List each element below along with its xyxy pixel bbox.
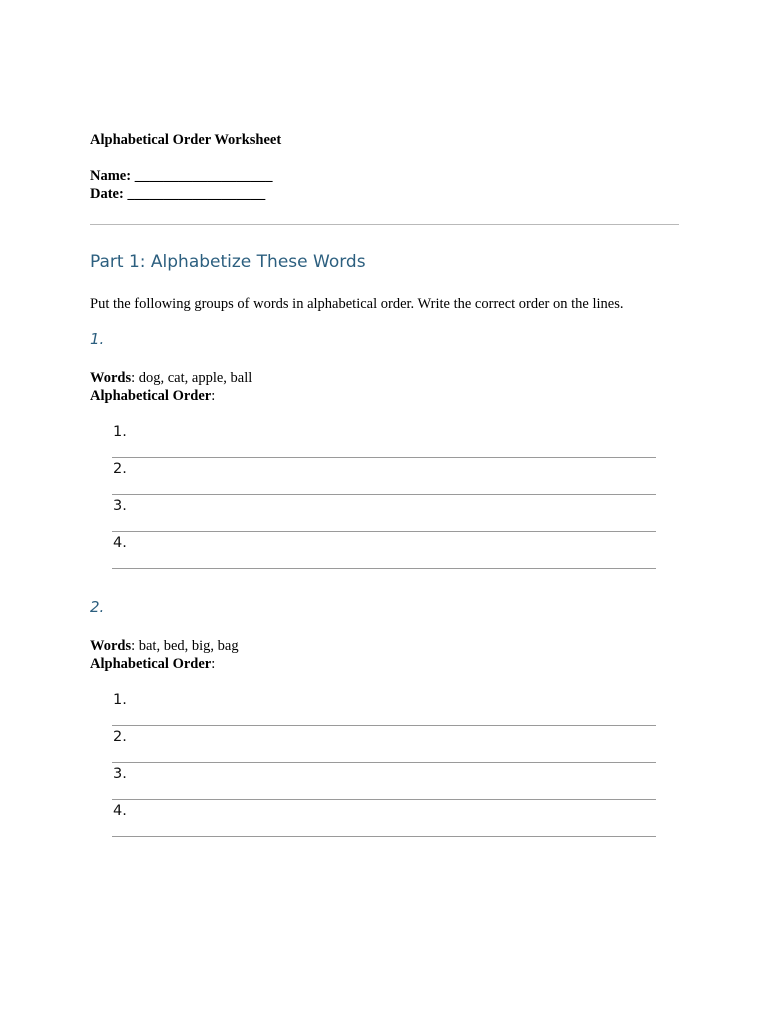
answer-number: 3.	[113, 766, 127, 782]
answer-line[interactable]	[112, 727, 656, 763]
answer-number: 4.	[113, 535, 127, 551]
words-list: : bat, bed, big, bag	[131, 638, 239, 654]
alphabetical-order-line	[90, 656, 215, 673]
alphabetical-order-label: Alphabetical Order	[90, 656, 212, 672]
answer-line[interactable]	[112, 459, 656, 495]
answer-line[interactable]	[112, 801, 656, 837]
name-blank: ___________________	[134, 168, 273, 184]
answer-line[interactable]	[112, 764, 656, 800]
words-line	[90, 370, 252, 387]
answer-line[interactable]	[112, 533, 656, 569]
answer-list	[112, 422, 656, 570]
answer-list	[112, 690, 656, 838]
answer-number: 1.	[113, 424, 127, 440]
answer-number: 2.	[113, 461, 127, 477]
name-field	[90, 168, 272, 185]
group-number: 1.	[90, 330, 105, 348]
date-label: Date:	[90, 186, 124, 202]
answer-number: 3.	[113, 498, 127, 514]
part-1-instructions: Put the following groups of words in alphabetical order. Write the correct order on the lines.	[90, 296, 624, 312]
words-list: : dog, cat, apple, ball	[131, 370, 253, 386]
answer-number: 2.	[113, 729, 127, 745]
answer-number: 1.	[113, 692, 127, 708]
answer-number: 4.	[113, 803, 127, 819]
horizontal-divider	[90, 224, 679, 225]
words-label: Words	[90, 370, 132, 386]
worksheet-title: Alphabetical Order Worksheet	[90, 132, 282, 148]
name-label: Name:	[90, 168, 132, 184]
alphabetical-order-suffix: :	[211, 388, 216, 404]
words-line	[90, 638, 239, 655]
words-label: Words	[90, 638, 132, 654]
date-field	[90, 186, 265, 203]
answer-line[interactable]	[112, 422, 656, 458]
group-number: 2.	[90, 598, 105, 616]
answer-line[interactable]	[112, 690, 656, 726]
alphabetical-order-label: Alphabetical Order	[90, 388, 212, 404]
answer-line[interactable]	[112, 496, 656, 532]
alphabetical-order-line	[90, 388, 215, 405]
part-1-heading: Part 1: Alphabetize These Words	[90, 252, 366, 272]
date-blank: ___________________	[127, 186, 266, 202]
alphabetical-order-suffix: :	[211, 656, 216, 672]
